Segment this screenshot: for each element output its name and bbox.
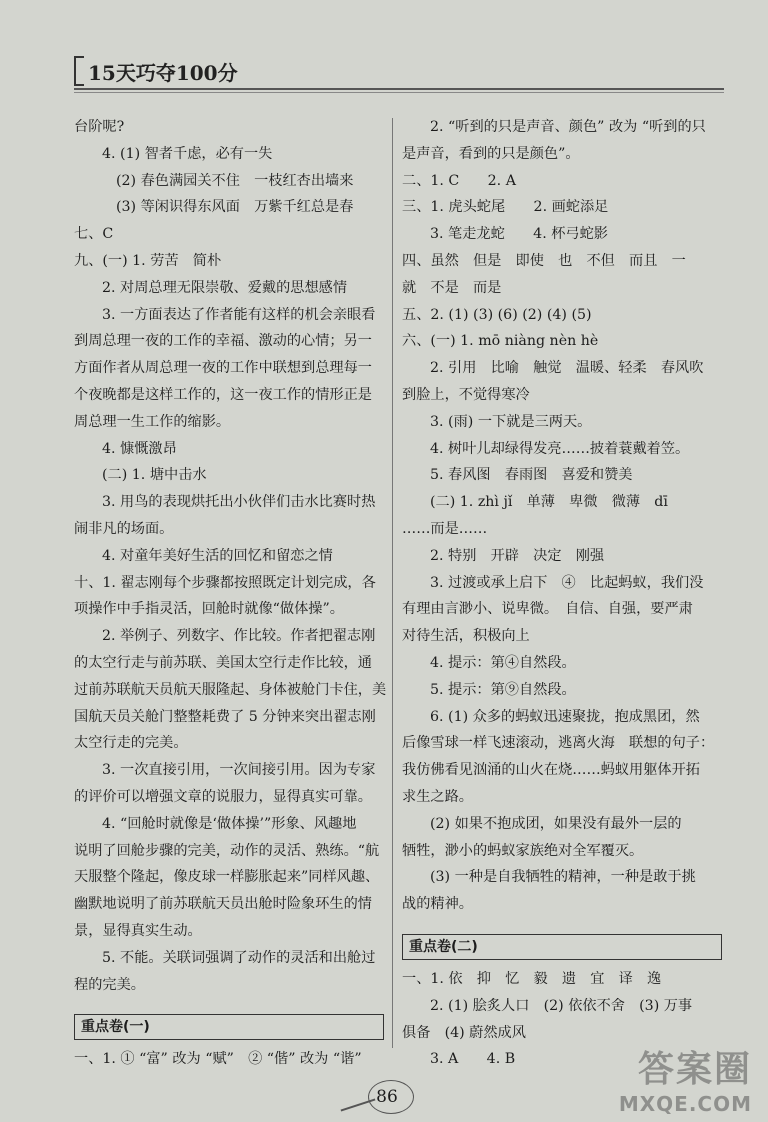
- answer-line: 2. “听到的只是声音、颜色” 改为 “听到的只: [430, 119, 706, 135]
- answer-line: 幽默地说明了前苏联航天员出舱时险象环生的情: [74, 896, 372, 913]
- answer-line: 景，显得真实生动。: [74, 922, 202, 939]
- answer-line: 5. 提示：第⑨自然段。: [430, 681, 576, 698]
- answer-line: 个夜晚都是这样工作的，这一夜工作的情形正是: [74, 386, 372, 403]
- answer-line: 求生之路。: [402, 788, 473, 805]
- answer-line: 一、1. 依 抑 忆 毅 遗 宜 译 逸: [402, 970, 662, 987]
- section-title: 重点卷(一): [81, 1019, 150, 1036]
- answer-line: 项操作中手指灵活，回舱时就像“做体操”。: [74, 601, 344, 618]
- answer-line: 2. 举例子、列数字、作比较。作者把翟志刚: [102, 628, 376, 645]
- answer-line: 十、1. 翟志刚每个步骤都按照既定计划完成，各: [74, 574, 376, 591]
- answer-line: 4. (1) 智者千虑，必有一失: [102, 145, 273, 162]
- answer-line: 对待生活，积极向上: [402, 628, 530, 645]
- answer-line: 就 不是 而是: [402, 279, 502, 296]
- answer-line: 3. (雨) 一下就是三两天。: [430, 413, 592, 430]
- book-series-logo: [74, 56, 238, 86]
- answer-line: 周总理一生工作的缩影。: [74, 413, 231, 430]
- answer-line: 到脸上，不觉得寒冷: [402, 386, 530, 403]
- answer-line: (3) 一种是自我牺牲的精神，一种是敢于挑: [430, 869, 696, 886]
- answer-line: 我仿佛看见汹涌的山火在烧……蚂蚁用躯体开拓: [402, 762, 700, 779]
- answer-line: 5. 不能。关联词强调了动作的灵活和出舱过: [102, 949, 376, 966]
- answer-line: 一、1. ① “富” 改为 “赋” ② “偕” 改为 “谐”: [74, 1051, 362, 1068]
- answer-line: 3. 笔走龙蛇 4. 杯弓蛇影: [430, 226, 608, 243]
- page-number: 86: [376, 1087, 398, 1107]
- answer-line: 4. “回舱时就像是‘做体操’”形象、风趣地: [102, 815, 357, 832]
- answer-line: 天服整个隆起，像皮球一样膨胀起来”同样风趣、: [74, 869, 380, 886]
- answer-line: 4. 对童年美好生活的回忆和留恋之情: [102, 547, 333, 564]
- answer-line: 是声音，看到的只是颜色”。: [402, 145, 580, 162]
- answer-line: 俱备 (4) 蔚然成风: [402, 1024, 526, 1041]
- answer-line: 台阶呢?: [74, 119, 125, 135]
- answer-line: (二) 1. zhì jǐ 单薄 卑微 微薄 dī: [430, 494, 668, 511]
- logo-text: 15天巧夺100分: [88, 60, 238, 85]
- answer-line: 二、1. C 2. A: [402, 172, 516, 189]
- answer-line: 四、虽然 但是 即使 也 不但 而且 一: [402, 252, 686, 269]
- answer-line: 程的完美。: [74, 976, 145, 993]
- answer-line: 4. 慷慨激昂: [102, 440, 177, 457]
- answer-line: 的评价可以增强文章的说服力，显得真实可靠。: [74, 788, 372, 805]
- answer-line: 战的精神。: [402, 896, 473, 913]
- answer-line: 3. 过渡或承上启下 ④ 比起蚂蚁，我们没: [430, 574, 704, 591]
- answer-line: 2. 引用 比喻 触觉 温暖、轻柔 春风吹: [430, 360, 704, 377]
- answer-line: 3. A 4. B: [430, 1051, 516, 1068]
- answer-line: 六、(一) 1. mō niàng nèn hè: [402, 333, 599, 350]
- left-column: [74, 114, 387, 1073]
- answer-line: 4. 树叶儿却绿得发亮……披着蓑戴着笠。: [430, 440, 690, 457]
- right-column: [402, 114, 722, 1073]
- answer-line: (2) 春色满园关不住 一枝红杏出墙来: [116, 172, 354, 189]
- answer-line: 4. 提示：第④自然段。: [430, 654, 576, 671]
- section-header-key-paper-2: [402, 934, 722, 960]
- answer-line: 3. 一次直接引用，一次间接引用。因为专家: [102, 762, 376, 779]
- section-header-key-paper-1: [74, 1014, 384, 1040]
- answer-line: 6. (1) 众多的蚂蚁迅速聚拢，抱成黑团，然: [430, 708, 700, 725]
- header-rule-thin: [74, 92, 724, 93]
- answer-line: (2) 如果不抱成团，如果没有最外一层的: [430, 815, 682, 832]
- answer-line: 2. 对周总理无限崇敬、爱戴的思想感情: [102, 279, 348, 296]
- answer-line: 太空行走的完美。: [74, 735, 188, 752]
- answer-line: 三、1. 虎头蛇尾 2. 画蛇添足: [402, 199, 609, 216]
- header-rule: [74, 88, 724, 90]
- answer-line: (二) 1. 塘中击水: [102, 467, 207, 484]
- answer-line: 的太空行走与前苏联、美国太空行走作比较，通: [74, 654, 372, 671]
- answer-line: 七、C: [74, 226, 114, 243]
- answer-line: 牺牲，渺小的蚂蚁家族绝对全军覆灭。: [402, 842, 644, 859]
- answer-line: 过前苏联航天员航天服隆起、身体被舱门卡住，美: [74, 681, 387, 698]
- answer-line: 到周总理一夜的工作的幸福、激动的心情；另一: [74, 333, 372, 350]
- answer-line: 后像雪球一样飞速滚动，逃离火海 联想的句子：: [402, 735, 715, 752]
- answer-line: 2. (1) 脍炙人口 (2) 依依不舍 (3) 万事: [430, 997, 693, 1014]
- answer-line: 方面作者从周总理一夜的工作中联想到总理每一: [74, 360, 372, 377]
- watermark-cn: 答案圈: [637, 1049, 752, 1090]
- answer-line: ……而是……: [402, 520, 488, 537]
- answer-line: (3) 等闲识得东风面 万紫千红总是春: [116, 199, 354, 216]
- answer-line: 说明了回舱步骤的完美，动作的灵活、熟练。“航: [74, 842, 380, 859]
- watermark: [619, 1041, 752, 1116]
- answer-line: 3. 用鸟的表现烘托出小伙伴们击水比赛时热: [102, 494, 376, 511]
- logo-bracket-icon: [74, 56, 84, 86]
- answer-line: 2. 特别 开辟 决定 刚强: [430, 547, 605, 564]
- answer-line: 3. 一方面表达了作者能有这样的机会亲眼看: [102, 306, 376, 323]
- section-title: 重点卷(二): [409, 938, 478, 955]
- answer-line: 闹非凡的场面。: [74, 520, 174, 537]
- answer-line: 5. 春风图 春雨图 喜爱和赞美: [430, 467, 633, 484]
- answer-line: 五、2. (1) (3) (6) (2) (4) (5): [402, 306, 592, 323]
- column-divider: [392, 118, 393, 1048]
- answer-line: 国航天员关舱门整整耗费了 5 分钟来突出翟志刚: [74, 708, 376, 725]
- watermark-en: MXQE.COM: [618, 1092, 752, 1116]
- answer-line: 有理由言渺小、说卑微。 自信、自强，要严肃: [402, 601, 693, 618]
- answer-line: 九、(一) 1. 劳苦 简朴: [74, 252, 222, 269]
